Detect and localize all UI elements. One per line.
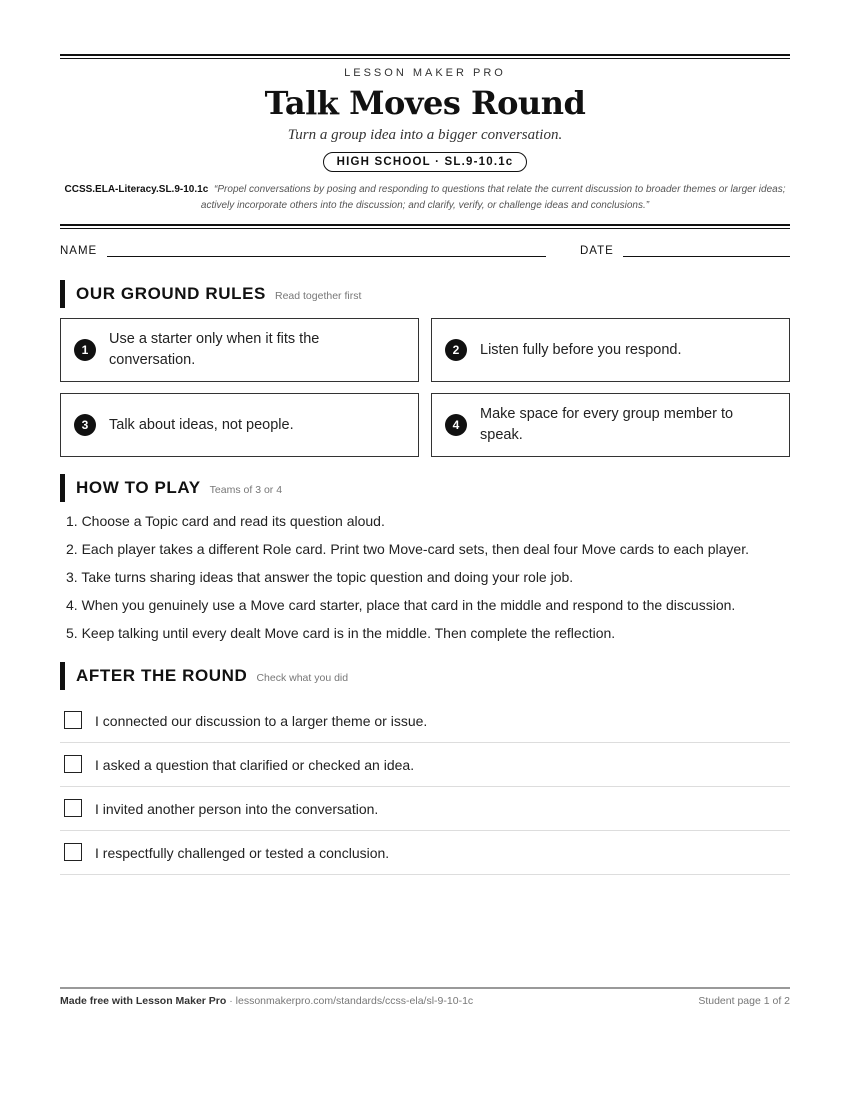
standard-description [60,182,790,214]
name-field-line[interactable] [107,256,546,257]
step-item: 3. Take turns sharing ideas that answer the topic question and doing your role job. [66,569,574,585]
how-to-play-subtitle: Teams of 3 or 4 [209,483,283,496]
checklist-item [60,699,790,743]
page-footer [60,995,790,1007]
ground-rule-card [60,393,419,457]
ground-rule-card [431,393,790,457]
checkbox[interactable] [64,799,82,817]
ground-rules-title: OUR GROUND RULES [76,284,266,303]
checkbox[interactable] [64,843,82,861]
ground-rules-subtitle: Read together first [275,289,362,302]
standard-code: CCSS.ELA-Literacy.SL.9-10.1c [64,184,209,195]
ground-rules-heading [60,280,361,308]
name-date-row [60,244,790,260]
step-item: 4. When you genuinely use a Move card starter, place that card in the middle and respond to the discussion. [66,597,736,613]
step-item: 1. Choose a Topic card and read its question aloud. [66,513,385,529]
checkbox[interactable] [64,755,82,773]
standard-quote: “Propel conversations by posing and responding to questions that relate the current discussion to broader themes or larger ideas; actively incorporate others into the discussion; and clarify, verify, or challenge ideas and conclusions.” [200,184,786,211]
step-item: 2. Each player takes a different Role card. Print two Move-card sets, then deal four Move cards to each player. [66,541,749,557]
how-to-play-title: HOW TO PLAY [76,478,201,497]
grade-standard-badge: HIGH SCHOOL · SL.9-10.1c [323,152,528,172]
page-subtitle: Turn a group idea into a bigger conversation. [287,127,563,143]
checkbox[interactable] [64,711,82,729]
page-title: Talk Moves Round [264,84,586,122]
rule-number-badge: 4 [445,414,467,436]
step-item: 5. Keep talking until every dealt Move card is in the middle. Then complete the reflection. [66,625,616,641]
header-top-rule [60,54,790,59]
checklist-text: I respectfully challenged or tested a conclusion. [95,844,390,861]
footer-credit: Made free with Lesson Maker Pro [60,995,227,1007]
checklist-text: I asked a question that clarified or checked an idea. [95,756,415,773]
worksheet-page [60,0,790,1100]
checklist-item [60,831,790,875]
rule-number-badge: 1 [74,339,96,361]
checklist-item [60,787,790,831]
rule-text: Listen fully before you respond. [480,341,682,358]
rule-text: Make space for every group member to speak. [480,406,734,443]
brand-name: LESSON MAKER PRO [344,67,506,79]
date-label: DATE [580,245,614,257]
footer-url[interactable]: · lessonmakerpro.com/standards/ccss-ela/sl-9-10-1c [229,995,474,1007]
header-bottom-rule [60,224,790,229]
rule-number-badge: 2 [445,339,467,361]
date-field-line[interactable] [623,256,790,257]
after-round-title: AFTER THE ROUND [76,666,248,685]
rule-text: Use a starter only when it fits the conversation. [109,331,320,368]
grade-badge-wrap [60,152,790,172]
name-label: NAME [60,245,98,257]
how-to-play-heading [60,474,282,502]
page-number: Student page 1 of 2 [698,995,790,1007]
ground-rule-card [60,318,419,382]
after-round-subtitle: Check what you did [256,671,349,684]
footer-rule [60,987,790,989]
after-round-heading [60,662,348,690]
checklist-item [60,743,790,787]
checklist-text: I connected our discussion to a larger theme or issue. [95,712,428,729]
ground-rule-card [431,318,790,382]
how-to-play-steps [66,510,796,650]
reflection-checklist [60,699,790,875]
rule-text: Talk about ideas, not people. [109,416,294,433]
rule-number-badge: 3 [74,414,96,436]
checklist-text: I invited another person into the conversation. [95,800,379,817]
